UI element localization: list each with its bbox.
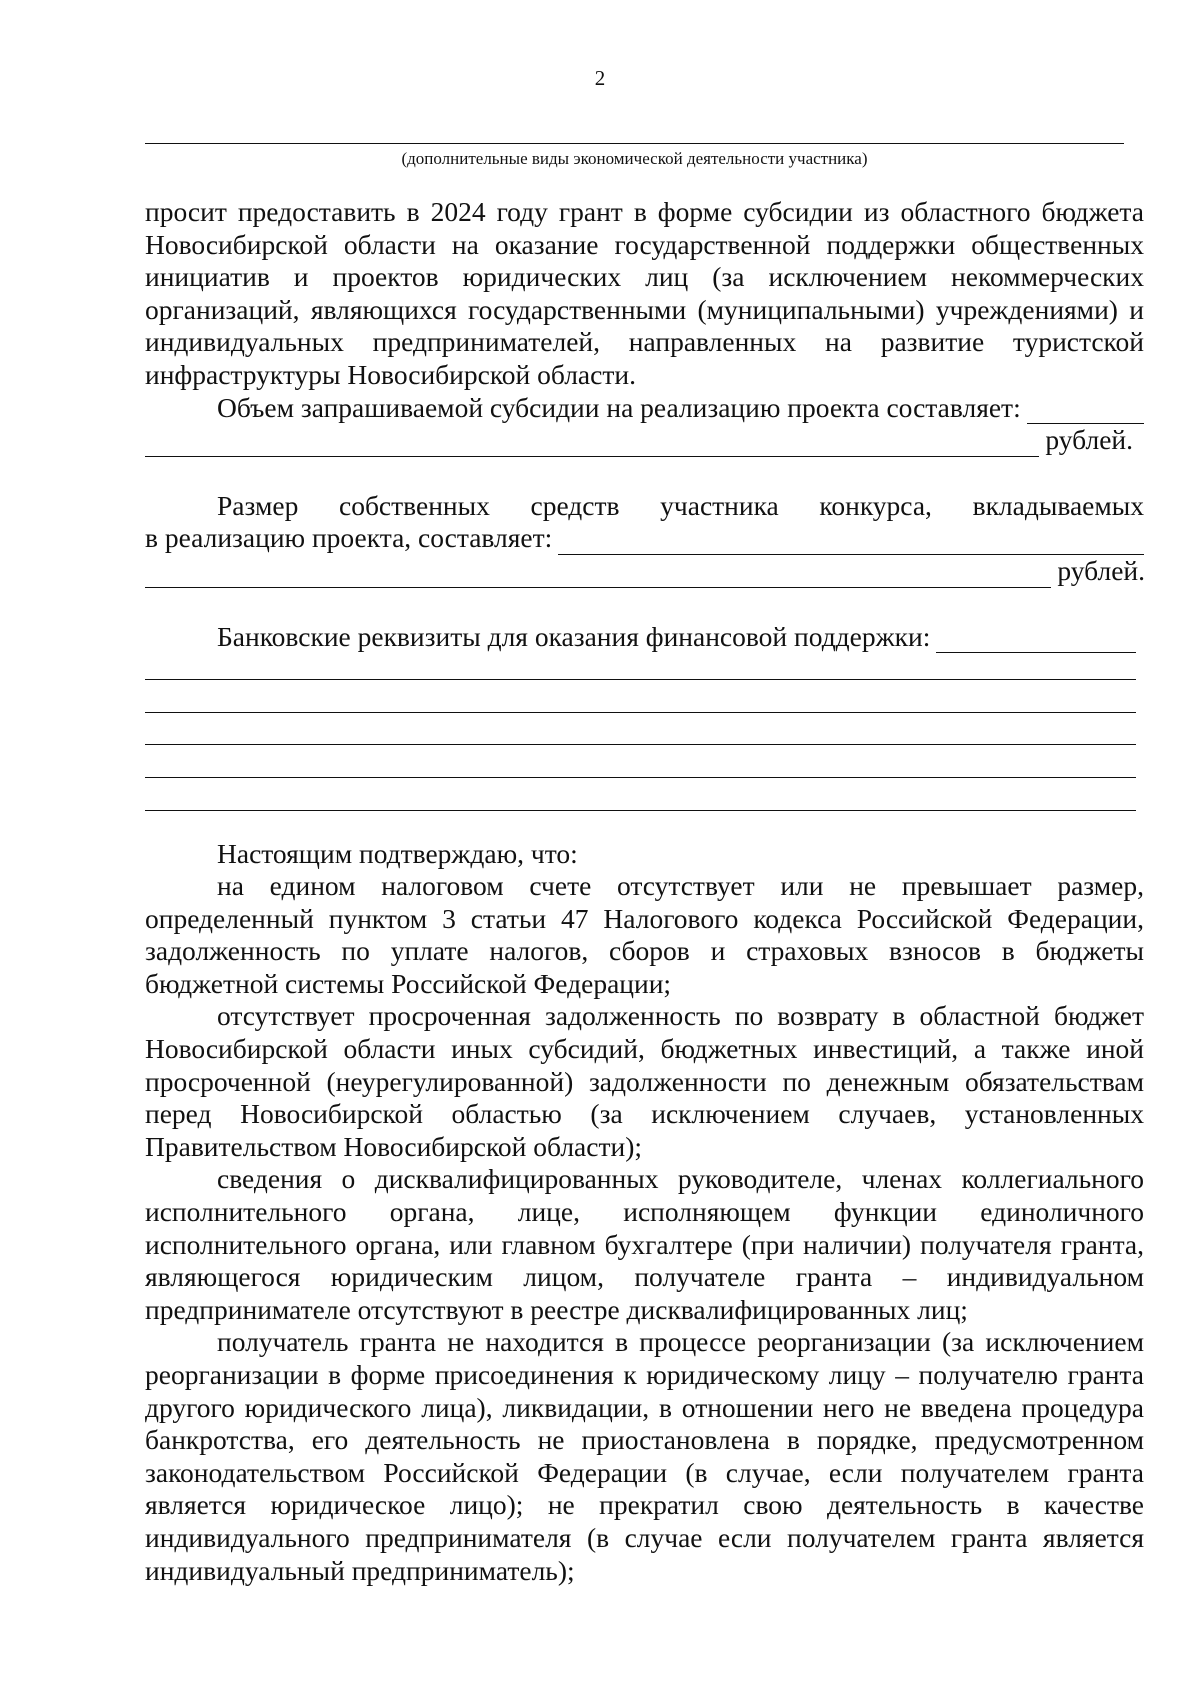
confirm-item: на едином налоговом счете отсутствует или не превышает размер, определенный пунктом 3 статьи 47 Налогового кодекса Российской Федерации, задолженность по уплате налогов, сборов и страховых взносов в бюджеты бюджетной системы Российской Федерации; <box>145 870 1144 999</box>
confirm-item: получатель гранта не находится в процессе реорганизации (за исключением реорганизации в форме присоединения к юридическому лицу – получателю гранта другого юридического лица), ликвидации, в отношении него не введена процедура банкротства, его деятельность не приостановлена в порядке, предусмотренном законодательством Российской Федерации (в случае, если получателем гранта является юридическое лицо); не прекратил свою деятельность в качестве индивидуального предпринимателя (в случае если получателем гранта является индивидуальный предприниматель); <box>145 1326 1144 1586</box>
subsidy-unit: рублей. <box>1045 424 1133 456</box>
bank-fill-line-4 <box>145 745 1136 778</box>
activity-caption: (дополнительные виды экономической деятельности участника) <box>401 149 868 168</box>
confirm-item: отсутствует просроченная задолженность по возврату в областной бюджет Новосибирской области иных субсидий, бюджетных инвестиций, а также иной просроченной (неурегулированной) задолженности по денежным обязательствам перед Новосибирской областью (за исключением случаев, установленных Правительством Новосибирской области); <box>145 1000 1144 1162</box>
bank-fill-line-2 <box>145 680 1136 713</box>
subsidy-amount-line-2 <box>145 424 1133 457</box>
bank-fill-line-1 <box>145 653 1136 680</box>
own-funds-unit: рублей. <box>1057 554 1145 586</box>
own-funds-line-2 <box>145 555 1145 588</box>
own-funds-label-2: в реализацию проекта, составляет: <box>145 522 553 554</box>
subsidy-amount-line <box>145 392 1144 425</box>
bank-label: Банковские реквизиты для оказания финансовой поддержки: <box>217 620 931 652</box>
bank-fill-line-5 <box>145 778 1136 811</box>
own-funds-fill-line-1 <box>558 529 1144 555</box>
confirm-item: сведения о дисквалифицированных руководителе, членах коллегиального исполнительного органа, лице, исполняющем функции единоличного исполнительного органа, или главном бухгалтере (при наличии) получателя гранта, являющегося юридическим лицом, получателе гранта – индивидуальном предпринимателе отсутствуют в реестре дисквалифицированных лиц; <box>145 1163 1144 1325</box>
own-funds-line <box>145 522 1144 555</box>
subsidy-fill-line-1 <box>1027 398 1144 424</box>
intro-paragraph: просит предоставить в 2024 году грант в форме субсидии из областного бюджета Новосибирской области на оказание государственной поддержки общественных инициатив и проектов юридических лиц (за исключением некоммерческих организаций, являющихся государственными (муниципальными) учреждениями) и индивидуальных предпринимателей, направленных на развитие туристской инфраструктуры Новосибирской области. <box>145 196 1144 390</box>
subsidy-fill-line-2 <box>145 431 1039 457</box>
bank-fill-line-0 <box>936 627 1136 653</box>
bank-fill-line-3 <box>145 713 1136 746</box>
activity-fill-line <box>145 143 1124 144</box>
confirm-heading: Настоящим подтверждаю, что: <box>217 837 578 869</box>
document-body <box>145 196 1144 1587</box>
subsidy-label: Объем запрашиваемой субсидии на реализацию проекта составляет: <box>217 391 1021 423</box>
own-funds-label-1: Размер собственных средств участника конкурса, вкладываемых <box>217 489 1144 521</box>
page-number: 2 <box>594 66 606 90</box>
own-funds-fill-line-2 <box>145 562 1051 588</box>
bank-details-line <box>145 621 1136 654</box>
